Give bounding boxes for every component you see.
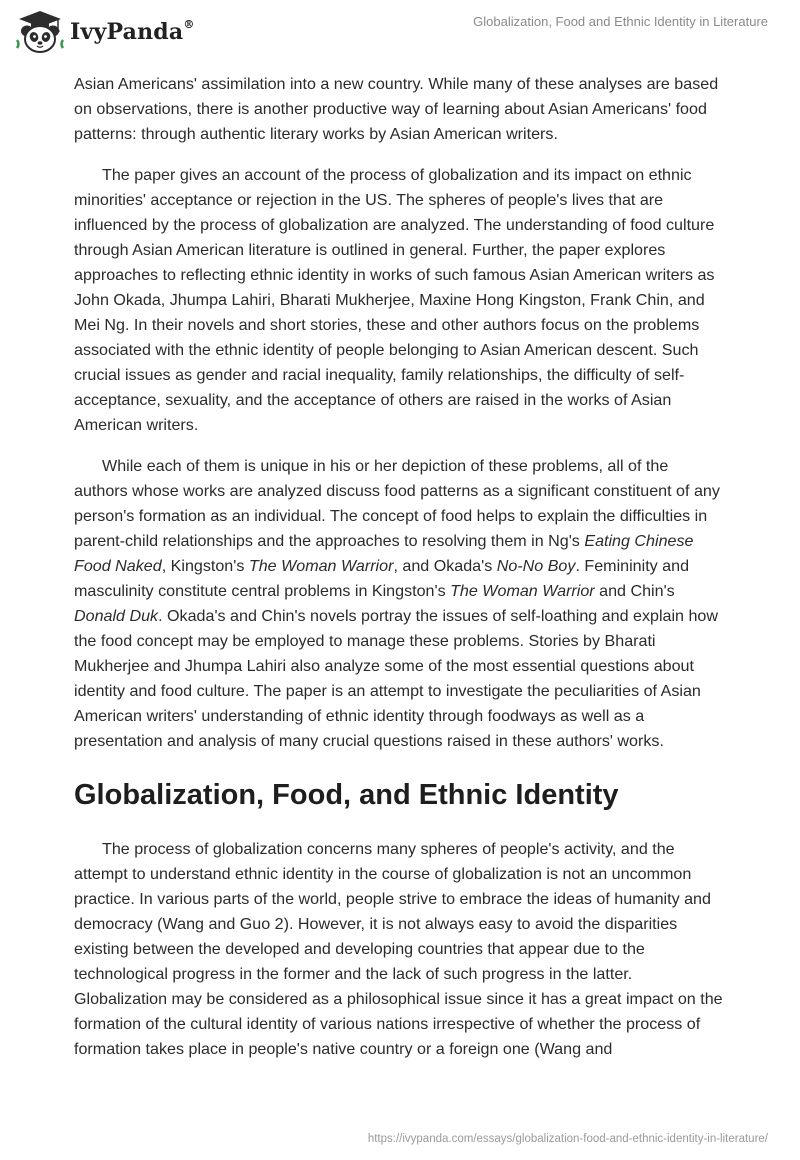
book-title: Donald Duk — [74, 607, 159, 625]
paragraph-authors: While each of them is unique in his or her depiction of these problems, all of the authors whose works are analyzed discuss food patterns as a significant constituent of any person's formation as an individual. The concept of food helps to explain the difficulties in parent-child relationships and the approaches to resolving them in Ng's Eating Chinese Food Naked, Kingston's The Woman Warrior, and Okada's No-No Boy. Femininity and masculinity constitute central problems in Kingston's The Woman Warrior and Chin's Donald Duk. Okada's and Chin's novels portray the issues of self-loathing and explain how the food concept may be employed to manage these problems. Stories by Bharati Mukherjee and Jhumpa Lahiri also analyze some of the most essential questions about identity and food culture. The paper is an attempt to investigate the peculiarities of Asian American writers' understanding of ethnic identity through foodways as well as a presentation and analysis of many crucial questions raised in these authors' works. — [74, 457, 720, 750]
brand-name: IvyPanda® — [70, 17, 195, 45]
running-title: Globalization, Food and Ethnic Identity in Literature — [473, 14, 768, 29]
page-header — [0, 0, 800, 70]
book-title: No-No Boy — [496, 557, 576, 575]
book-title: The Woman Warrior — [450, 582, 595, 600]
essay-body — [74, 72, 726, 1062]
book-title: Eating Chinese Food Naked — [74, 532, 694, 575]
paragraph-globalization: The process of globalization concerns many spheres of people's activity, and the attempt to understand ethnic identity in the course of globalization is not an uncommon practice. In various parts of the world, people strive to embrace the ideas of humanity and democracy (Wang and Guo 2). However, it is not always easy to avoid the disparities existing between the developed and developing countries that appear due to the technological progress in the former and the lack of such progress in the latter. Globalization may be considered as a philosophical issue since it has a great impact on the formation of the cultural identity of various nations irrespective of whether the process of formation takes place in people's native country or a foreign one (Wang and — [74, 840, 723, 1058]
paragraph-overview: The paper gives an account of the process of globalization and its impact on ethnic minorities' acceptance or rejection in the US. The spheres of people's lives that are influenced by the process of globalization are analyzed. The understanding of food culture through Asian American literature is outlined in general. Further, the paper explores approaches to reflecting ethnic identity in works of such famous Asian American writers as John Okada, Jhumpa Lahiri, Bharati Mukherjee, Maxine Hong Kingston, Frank Chin, and Mei Ng. In their novels and short stories, these and other authors focus on the problems associated with the ethnic identity of people belonging to Asian American descent. Such crucial issues as gender and racial inequality, family relationships, the difficulty of self-acceptance, sexuality, and the acceptance of others are raised in the works of Asian American writers. — [74, 166, 715, 434]
book-title: The Woman Warrior — [248, 557, 394, 575]
panda-graduate-icon — [14, 10, 66, 54]
ivypanda-logo[interactable] — [14, 10, 195, 54]
registered-mark: ® — [183, 17, 195, 31]
source-url[interactable]: https://ivypanda.com/essays/globalization-food-and-ethnic-identity-in-literature/ — [367, 1133, 768, 1145]
section-heading: Globalization, Food, and Ethnic Identity — [74, 779, 619, 811]
paragraph-intro-continued: Asian Americans' assimilation into a new country. While many of these analyses are based on observations, there is another productive way of learning about Asian Americans' food patterns: through authentic literary works by Asian American writers. — [74, 75, 719, 143]
